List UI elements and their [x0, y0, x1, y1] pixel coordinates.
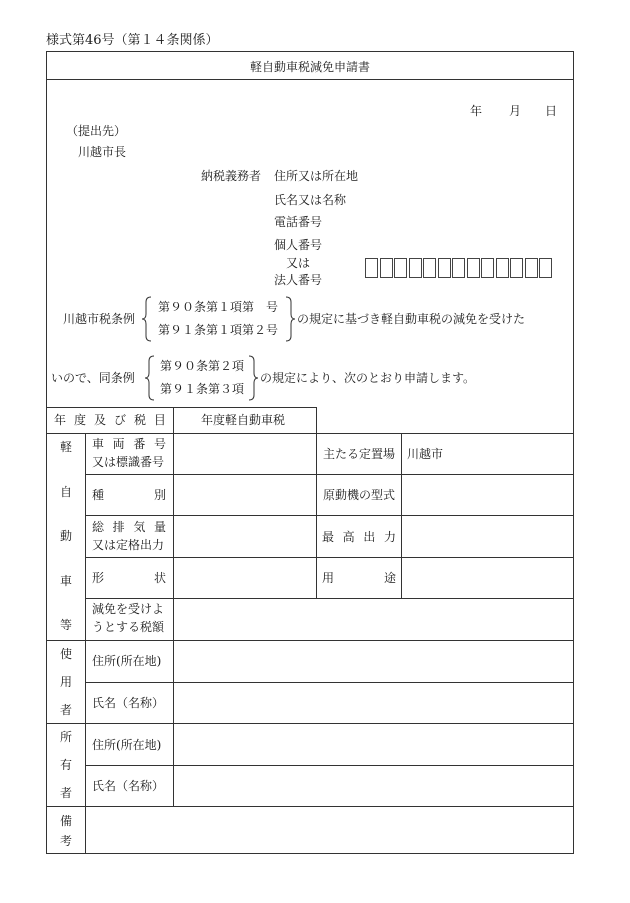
- group-char: 者: [59, 703, 72, 717]
- owner-address-label: 住所(所在地): [92, 738, 162, 752]
- plate-input[interactable]: [174, 434, 315, 474]
- clause1-prefix: 川越市税条例: [63, 312, 136, 326]
- clause2-option-2: 第９１条第３項: [160, 382, 245, 396]
- clause2-prefix: いので、同条例: [51, 371, 135, 385]
- id-digit-box[interactable]: [380, 258, 393, 278]
- reduction-label-2: うとする税額: [92, 620, 165, 634]
- label-char: 形: [92, 571, 105, 585]
- owner-address-input[interactable]: [174, 724, 573, 764]
- user-name-label: 氏名（名称）: [92, 696, 165, 710]
- taxpayer-address-label: 住所又は所在地: [274, 169, 359, 183]
- clause2-right-brace: [248, 355, 258, 401]
- label-char: 量: [153, 520, 166, 534]
- clause1-right-brace: [285, 296, 295, 342]
- reduction-label-1: 減免を受けよ: [92, 602, 165, 616]
- id-digit-box[interactable]: [452, 258, 465, 278]
- id-digit-box[interactable]: [510, 258, 523, 278]
- label-char: 出: [363, 530, 376, 544]
- label-char: 排: [112, 520, 125, 534]
- id-digit-box[interactable]: [525, 258, 538, 278]
- remarks-input[interactable]: [86, 807, 573, 853]
- group-char: 者: [59, 786, 72, 800]
- user-address-input[interactable]: [174, 641, 573, 681]
- form-number: 様式第46号（第１４条関係）: [46, 33, 219, 48]
- max-output-input[interactable]: [402, 516, 573, 556]
- taxpayer-id-label-3: 法人番号: [274, 273, 323, 287]
- table-top-line: [46, 407, 316, 408]
- label-char: 両: [112, 437, 125, 451]
- taxpayer-label: 納税義務者: [201, 169, 262, 183]
- clause1-left-brace: [142, 296, 152, 342]
- clause1-suffix: の規定に基づき軽自動車税の減免を受けた: [297, 312, 526, 326]
- recipient-name: 川越市長: [78, 145, 127, 159]
- engine-label: 原動機の型式: [323, 488, 396, 502]
- group-char: 考: [59, 834, 72, 848]
- group-char: 自: [59, 484, 72, 499]
- label-char: 別: [153, 488, 166, 502]
- displacement-label-2: 又は定格出力: [92, 538, 165, 552]
- taxpayer-name-label: 氏名又は名称: [274, 193, 347, 207]
- user-name-input[interactable]: [174, 683, 573, 723]
- label-char: 力: [383, 530, 396, 544]
- location-value[interactable]: 川越市: [407, 447, 444, 461]
- id-digit-box[interactable]: [496, 258, 509, 278]
- shape-label: [92, 571, 166, 585]
- id-digit-box[interactable]: [438, 258, 451, 278]
- taxpayer-id-label-1: 個人番号: [274, 238, 323, 252]
- displacement-label-1: [92, 520, 166, 534]
- title-divider: [46, 79, 574, 80]
- engine-input[interactable]: [402, 475, 573, 515]
- id-digit-box[interactable]: [409, 258, 422, 278]
- label-char: 目: [153, 413, 166, 427]
- group-char: 用: [59, 675, 72, 689]
- date-year-label: 年: [470, 104, 483, 118]
- clause2-suffix: の規定により、次のとおり申請します。: [260, 371, 476, 385]
- label-char: 番: [133, 437, 146, 451]
- group-char: 有: [59, 758, 72, 772]
- label-char: 号: [153, 437, 166, 451]
- owner-name-label: 氏名（名称）: [92, 779, 165, 793]
- form-title: 軽自動車税減免申請書: [249, 60, 370, 74]
- label-char: 最: [322, 530, 335, 544]
- label-char: 及: [93, 413, 106, 427]
- id-digit-box[interactable]: [539, 258, 552, 278]
- clause1-option-2: 第９１条第１項第２号: [158, 323, 279, 337]
- clause1-option-1: 第９０条第１項第 号: [158, 300, 279, 314]
- type-input[interactable]: [174, 475, 315, 515]
- year-tax-label: [54, 413, 166, 427]
- max-output-label: [322, 530, 396, 544]
- label-char: 税: [133, 413, 146, 427]
- group-char: 所: [59, 730, 72, 744]
- label-char: 年: [54, 413, 67, 427]
- group-char: 使: [59, 647, 72, 661]
- clause2-option-1: 第９０条第２項: [160, 359, 245, 373]
- displacement-input[interactable]: [174, 516, 315, 556]
- label-char: 途: [383, 571, 396, 585]
- group-char: 軽: [59, 440, 72, 454]
- id-digit-box[interactable]: [481, 258, 494, 278]
- group-char: 車: [59, 573, 72, 588]
- clause2-left-brace: [145, 355, 155, 401]
- table-mid-divider: [316, 407, 317, 598]
- taxpayer-phone-label: 電話番号: [274, 215, 323, 229]
- user-address-label: 住所(所在地): [92, 654, 162, 668]
- shape-input[interactable]: [174, 558, 315, 598]
- label-char: び: [113, 413, 126, 427]
- recipient-label: （提出先）: [66, 124, 127, 138]
- label-char: 総: [92, 520, 105, 534]
- label-char: 高: [342, 530, 355, 544]
- taxpayer-id-label-2: 又は: [286, 256, 311, 270]
- usage-input[interactable]: [402, 558, 573, 598]
- group-char: 動: [59, 529, 72, 543]
- location-label: 主たる定置場: [323, 447, 396, 461]
- label-char: 種: [92, 488, 105, 502]
- group-char: 備: [59, 814, 72, 828]
- label-char: 車: [92, 437, 105, 451]
- table-group-divider: [85, 433, 86, 853]
- reduction-input[interactable]: [174, 599, 573, 639]
- date-month-label: 月: [509, 104, 522, 118]
- label-char: 状: [153, 571, 166, 585]
- group-char: 等: [59, 618, 72, 632]
- label-char: 用: [322, 571, 335, 585]
- id-digit-box[interactable]: [365, 258, 378, 278]
- year-tax-value: 年度軽自動車税: [201, 413, 286, 427]
- id-digit-box[interactable]: [467, 258, 480, 278]
- id-digit-box[interactable]: [394, 258, 407, 278]
- date-day-label: 日: [545, 104, 558, 118]
- owner-name-input[interactable]: [174, 766, 573, 806]
- id-digit-box[interactable]: [423, 258, 436, 278]
- plate-label-1: [92, 437, 166, 451]
- plate-label-2: 又は標識番号: [92, 455, 165, 469]
- label-char: 気: [133, 520, 146, 534]
- type-label: [92, 488, 166, 502]
- label-char: 度: [73, 413, 86, 427]
- usage-label: [322, 571, 396, 585]
